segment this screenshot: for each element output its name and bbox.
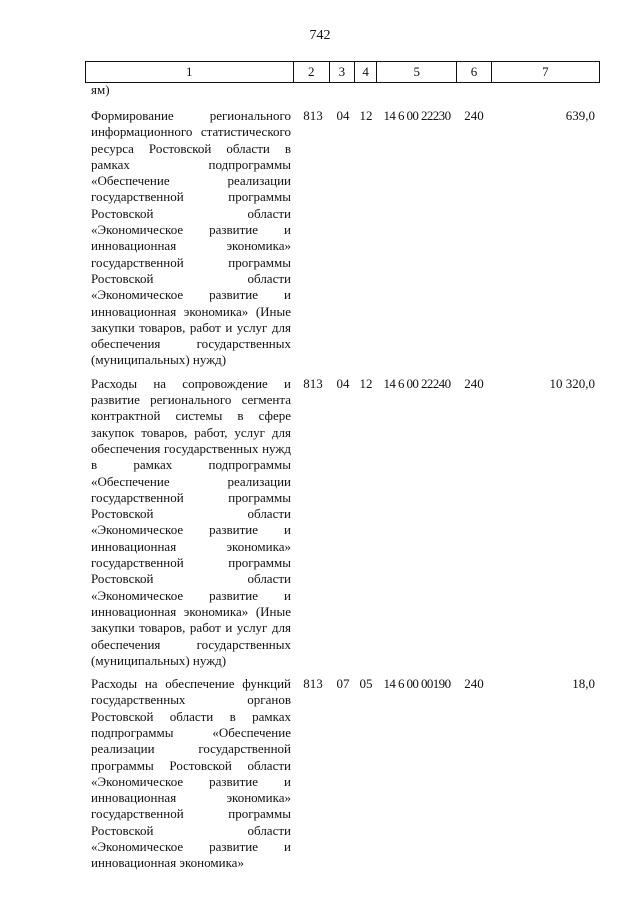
row-description: Расходы на сопровождение и развитие регионального сегмента контрактной системы в сфере закупок товаров, работ, услуг для обеспечения государственных нужд в рамках подпрограммы «Обеспечение реализации государственной программы Ростовской области «Экономическое развитие и инновационная экономика» государственной программы Ростовской области «Экономическое развитие и инновационная экономика» (Иные закупки товаров, работ и услуг для обеспечения государственных (муниципальных) нужд) — [91, 375, 291, 668]
row-ministry-code: 813 — [303, 108, 323, 123]
row-ministry-code: 813 — [303, 375, 323, 391]
header-row — [86, 62, 600, 83]
row-amount: 10 320,0 — [549, 375, 595, 391]
row-target-article: 14 6 00 00190 — [383, 676, 451, 692]
table-row — [85, 108, 600, 369]
row-amount: 18,0 — [572, 676, 595, 692]
row-section-code: 04 — [336, 108, 350, 123]
row-amount: 639,0 — [565, 108, 595, 123]
row-subsection-code: 12 — [359, 108, 373, 123]
page-number: 742 — [309, 28, 331, 43]
table-body — [85, 108, 600, 879]
row-subsection-code: 12 — [359, 375, 373, 391]
row-target-article: 14 6 00 22240 — [383, 375, 451, 391]
table-header — [85, 61, 600, 83]
table-row — [85, 376, 600, 669]
header-cell-5: 5 — [377, 62, 457, 83]
header-cell-2: 2 — [293, 62, 329, 83]
row-target-article: 14 6 00 22230 — [383, 108, 451, 123]
header-cell-4: 4 — [354, 62, 377, 83]
row-description: Расходы на обеспечение функций государственных органов Ростовской области в рамках подпрограммы «Обеспечение реализации государственной программы Ростовской области «Экономическое развитие и инновационная экономика» государственной программы Ростовской области «Экономическое развитие и инновационная экономика» — [91, 676, 291, 871]
header-cell-6: 6 — [457, 62, 492, 83]
row-expense-type: 240 — [464, 375, 484, 391]
header-cell-1: 1 — [86, 62, 294, 83]
header-cell-3: 3 — [330, 62, 355, 83]
header-cell-7: 7 — [491, 62, 599, 83]
row-subsection-code: 05 — [359, 676, 373, 692]
row-expense-type: 240 — [464, 676, 484, 692]
continuation-text: ям) — [91, 82, 110, 97]
row-expense-type: 240 — [464, 108, 484, 123]
row-section-code: 04 — [336, 375, 350, 391]
row-ministry-code: 813 — [303, 676, 323, 692]
row-description: Формирование регионального информационного статистического ресурса Ростовской области в рамках подпрограммы «Обеспечение реализации государственной программы Ростовской области «Экономическое развитие и инновационная экономика» государственной программы Ростовской области «Экономическое развитие и инновационная экономика» (Иные закупки товаров, работ и услуг для обеспечения государственных (муниципальных) нужд) — [91, 108, 291, 368]
row-section-code: 07 — [336, 676, 350, 692]
table-row — [85, 676, 600, 872]
